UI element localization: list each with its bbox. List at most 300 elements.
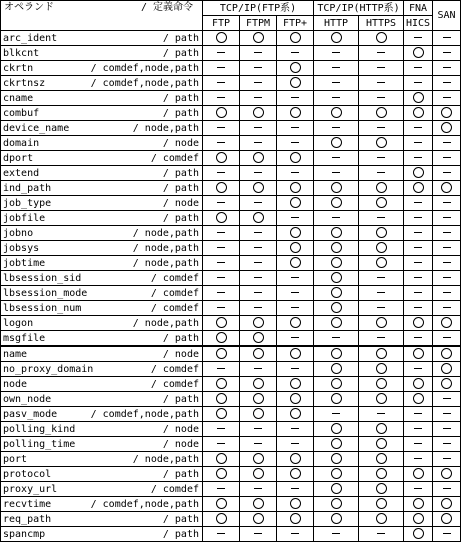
support-cell — [359, 226, 404, 241]
support-cell — [240, 166, 277, 181]
support-cell — [277, 241, 314, 256]
operand-name: combuf — [3, 107, 40, 119]
support-cell — [359, 241, 404, 256]
support-cell — [203, 46, 240, 61]
supported-circle-icon — [376, 483, 387, 494]
support-cell — [203, 512, 240, 527]
supported-circle-icon — [253, 348, 264, 359]
support-cell — [359, 76, 404, 91]
not-supported-dash-icon — [291, 307, 299, 308]
table-row — [1, 512, 461, 527]
supported-circle-icon — [253, 182, 264, 193]
not-supported-dash-icon — [332, 172, 340, 173]
not-supported-dash-icon — [254, 262, 262, 263]
operand-name: node — [3, 378, 28, 390]
supported-circle-icon — [441, 513, 452, 524]
supported-circle-icon — [413, 317, 424, 328]
not-supported-dash-icon — [443, 52, 451, 53]
supported-circle-icon — [216, 332, 227, 343]
definition-commands: / comdef,node,path — [90, 77, 199, 89]
not-supported-dash-icon — [217, 428, 225, 429]
table-row — [1, 181, 461, 196]
definition-commands: / path — [162, 528, 199, 540]
definition-commands: / node — [162, 438, 199, 450]
supported-circle-icon — [413, 47, 424, 58]
support-cell — [240, 497, 277, 512]
not-supported-dash-icon — [332, 157, 340, 158]
definition-commands: / path — [162, 32, 199, 44]
support-cell — [314, 166, 359, 181]
support-cell — [203, 331, 240, 347]
supported-circle-icon — [253, 332, 264, 343]
not-supported-dash-icon — [443, 82, 451, 83]
support-cell — [314, 422, 359, 437]
not-supported-dash-icon — [254, 232, 262, 233]
support-cell — [277, 377, 314, 392]
not-supported-dash-icon — [217, 172, 225, 173]
supported-circle-icon — [216, 378, 227, 389]
supported-circle-icon — [253, 32, 264, 43]
support-cell — [404, 226, 433, 241]
support-cell — [203, 76, 240, 91]
not-supported-dash-icon — [443, 277, 451, 278]
support-cell — [277, 437, 314, 452]
support-cell — [203, 527, 240, 542]
supported-circle-icon — [441, 348, 452, 359]
supported-circle-icon — [331, 107, 342, 118]
definition-commands: / path — [162, 513, 199, 525]
supported-circle-icon — [216, 513, 227, 524]
not-supported-dash-icon — [414, 247, 422, 248]
not-supported-dash-icon — [443, 142, 451, 143]
supported-circle-icon — [216, 152, 227, 163]
not-supported-dash-icon — [291, 428, 299, 429]
support-cell — [404, 181, 433, 196]
support-cell — [404, 497, 433, 512]
supported-circle-icon — [216, 107, 227, 118]
table-row — [1, 362, 461, 377]
not-supported-dash-icon — [414, 428, 422, 429]
supported-circle-icon — [376, 468, 387, 479]
not-supported-dash-icon — [443, 217, 451, 218]
support-cell — [277, 452, 314, 467]
support-cell — [359, 452, 404, 467]
support-cell — [277, 106, 314, 121]
support-cell — [433, 151, 461, 166]
support-cell — [203, 422, 240, 437]
support-cell — [240, 377, 277, 392]
support-cell — [240, 482, 277, 497]
support-cell — [240, 121, 277, 136]
support-cell — [277, 31, 314, 46]
support-cell — [203, 121, 240, 136]
not-supported-dash-icon — [443, 413, 451, 414]
supported-circle-icon — [290, 513, 301, 524]
not-supported-dash-icon — [414, 368, 422, 369]
not-supported-dash-icon — [332, 52, 340, 53]
support-cell — [433, 346, 461, 362]
not-supported-dash-icon — [217, 202, 225, 203]
support-cell — [359, 512, 404, 527]
not-supported-dash-icon — [443, 202, 451, 203]
operand-name: polling_time — [3, 438, 76, 450]
support-cell — [203, 392, 240, 407]
operand-name: lbsession_sid — [3, 272, 82, 284]
operand-cell — [1, 362, 203, 377]
not-supported-dash-icon — [217, 232, 225, 233]
supported-circle-icon — [376, 498, 387, 509]
operand-cell — [1, 301, 203, 316]
support-cell — [359, 181, 404, 196]
supported-circle-icon — [290, 453, 301, 464]
supported-circle-icon — [331, 287, 342, 298]
support-cell — [314, 316, 359, 331]
supported-circle-icon — [376, 363, 387, 374]
support-cell — [433, 301, 461, 316]
not-supported-dash-icon — [217, 277, 225, 278]
support-cell — [203, 467, 240, 482]
support-cell — [240, 362, 277, 377]
support-cell — [359, 151, 404, 166]
support-cell — [433, 256, 461, 271]
operand-name: ckrtnsz — [3, 77, 46, 89]
support-cell — [314, 331, 359, 347]
table-row — [1, 256, 461, 271]
table-row — [1, 467, 461, 482]
not-supported-dash-icon — [377, 533, 385, 534]
not-supported-dash-icon — [254, 428, 262, 429]
support-cell — [404, 527, 433, 542]
definition-commands: / node,path — [132, 122, 199, 134]
operand-cell — [1, 76, 203, 91]
supported-circle-icon — [331, 438, 342, 449]
table-row — [1, 407, 461, 422]
table-row — [1, 196, 461, 211]
operand-name: jobfile — [3, 212, 46, 224]
supported-circle-icon — [216, 453, 227, 464]
not-supported-dash-icon — [443, 247, 451, 248]
support-cell — [240, 346, 277, 362]
operand-cell — [1, 211, 203, 226]
operand-cell — [1, 407, 203, 422]
operand-cell — [1, 437, 203, 452]
not-supported-dash-icon — [377, 277, 385, 278]
table-row — [1, 76, 461, 91]
support-cell — [359, 46, 404, 61]
not-supported-dash-icon — [291, 337, 299, 338]
not-supported-dash-icon — [443, 157, 451, 158]
definition-commands: / path — [162, 92, 199, 104]
supported-circle-icon — [413, 167, 424, 178]
not-supported-dash-icon — [414, 217, 422, 218]
support-cell — [314, 211, 359, 226]
operand-name: name — [3, 348, 28, 360]
support-cell — [359, 61, 404, 76]
not-supported-dash-icon — [414, 277, 422, 278]
support-cell — [203, 301, 240, 316]
supported-circle-icon — [216, 317, 227, 328]
support-cell — [277, 166, 314, 181]
not-supported-dash-icon — [414, 443, 422, 444]
not-supported-dash-icon — [217, 262, 225, 263]
not-supported-dash-icon — [414, 458, 422, 459]
not-supported-dash-icon — [443, 398, 451, 399]
supported-circle-icon — [216, 182, 227, 193]
supported-circle-icon — [413, 92, 424, 103]
definition-commands: / node — [162, 348, 199, 360]
support-cell — [433, 226, 461, 241]
support-cell — [314, 106, 359, 121]
supported-circle-icon — [413, 107, 424, 118]
support-cell — [404, 241, 433, 256]
table-row — [1, 91, 461, 106]
header-group-3: SAN — [433, 1, 461, 31]
header-subcol-2: FTP+ — [277, 16, 314, 31]
supported-circle-icon — [376, 438, 387, 449]
supported-circle-icon — [376, 393, 387, 404]
not-supported-dash-icon — [377, 217, 385, 218]
support-cell — [240, 151, 277, 166]
supported-circle-icon — [290, 317, 301, 328]
support-cell — [433, 331, 461, 347]
support-cell — [240, 91, 277, 106]
not-supported-dash-icon — [217, 127, 225, 128]
support-cell — [404, 452, 433, 467]
operand-name: ckrtn — [3, 62, 34, 74]
support-cell — [433, 377, 461, 392]
supported-circle-icon — [331, 302, 342, 313]
support-cell — [203, 437, 240, 452]
support-cell — [314, 136, 359, 151]
table-row — [1, 377, 461, 392]
supported-circle-icon — [216, 32, 227, 43]
supported-circle-icon — [331, 378, 342, 389]
support-cell — [359, 31, 404, 46]
supported-circle-icon — [376, 513, 387, 524]
operand-cell — [1, 241, 203, 256]
support-cell — [433, 467, 461, 482]
header-operand-label: オペランド — [4, 2, 54, 13]
operand-name: spancmp — [3, 528, 46, 540]
not-supported-dash-icon — [377, 67, 385, 68]
supported-circle-icon — [253, 317, 264, 328]
supported-circle-icon — [376, 227, 387, 238]
support-cell — [277, 76, 314, 91]
table-row — [1, 482, 461, 497]
not-supported-dash-icon — [291, 292, 299, 293]
support-cell — [404, 437, 433, 452]
not-supported-dash-icon — [377, 292, 385, 293]
supported-circle-icon — [290, 107, 301, 118]
support-cell — [314, 271, 359, 286]
operand-cell — [1, 91, 203, 106]
supported-circle-icon — [253, 468, 264, 479]
supported-circle-icon — [290, 182, 301, 193]
not-supported-dash-icon — [332, 217, 340, 218]
not-supported-dash-icon — [414, 262, 422, 263]
supported-circle-icon — [331, 182, 342, 193]
not-supported-dash-icon — [254, 97, 262, 98]
header-subcol-5: HICS — [404, 16, 433, 31]
support-cell — [359, 482, 404, 497]
not-supported-dash-icon — [377, 82, 385, 83]
operand-name: pasv_mode — [3, 408, 58, 420]
not-supported-dash-icon — [217, 292, 225, 293]
support-cell — [203, 271, 240, 286]
support-cell — [240, 407, 277, 422]
support-cell — [404, 407, 433, 422]
support-cell — [314, 181, 359, 196]
not-supported-dash-icon — [217, 67, 225, 68]
support-cell — [404, 166, 433, 181]
supported-circle-icon — [441, 468, 452, 479]
operand-name: polling_kind — [3, 423, 76, 435]
operand-cell — [1, 226, 203, 241]
support-cell — [203, 106, 240, 121]
support-cell — [203, 31, 240, 46]
operand-cell — [1, 31, 203, 46]
not-supported-dash-icon — [443, 458, 451, 459]
support-cell — [240, 467, 277, 482]
support-cell — [404, 362, 433, 377]
support-cell — [359, 437, 404, 452]
operand-name: recvtime — [3, 498, 52, 510]
table-row — [1, 316, 461, 331]
operand-name: blkcnt — [3, 47, 40, 59]
not-supported-dash-icon — [291, 172, 299, 173]
definition-commands: / comdef — [150, 483, 199, 495]
support-cell — [404, 271, 433, 286]
supported-circle-icon — [441, 182, 452, 193]
table-row — [1, 392, 461, 407]
support-cell — [359, 422, 404, 437]
operand-cell — [1, 452, 203, 467]
support-cell — [404, 256, 433, 271]
support-cell — [433, 392, 461, 407]
not-supported-dash-icon — [254, 127, 262, 128]
table-row — [1, 271, 461, 286]
support-cell — [404, 377, 433, 392]
support-cell — [240, 196, 277, 211]
support-cell — [277, 181, 314, 196]
operand-cell — [1, 482, 203, 497]
definition-commands: / comdef — [150, 272, 199, 284]
supported-circle-icon — [376, 107, 387, 118]
support-cell — [240, 181, 277, 196]
operand-cell — [1, 256, 203, 271]
header-group-2: FNA — [404, 1, 433, 16]
support-cell — [404, 422, 433, 437]
not-supported-dash-icon — [291, 368, 299, 369]
definition-commands: / comdef,node,path — [90, 408, 199, 420]
not-supported-dash-icon — [377, 97, 385, 98]
not-supported-dash-icon — [291, 488, 299, 489]
support-cell — [433, 362, 461, 377]
support-cell — [433, 407, 461, 422]
support-cell — [240, 256, 277, 271]
definition-commands: / path — [162, 468, 199, 480]
support-cell — [277, 211, 314, 226]
support-cell — [277, 316, 314, 331]
supported-circle-icon — [290, 227, 301, 238]
supported-circle-icon — [376, 317, 387, 328]
not-supported-dash-icon — [443, 428, 451, 429]
not-supported-dash-icon — [254, 488, 262, 489]
support-cell — [404, 512, 433, 527]
support-cell — [359, 331, 404, 347]
support-cell — [359, 166, 404, 181]
supported-circle-icon — [413, 182, 424, 193]
support-cell — [277, 226, 314, 241]
supported-circle-icon — [253, 498, 264, 509]
not-supported-dash-icon — [254, 533, 262, 534]
support-cell — [404, 121, 433, 136]
supported-circle-icon — [253, 513, 264, 524]
supported-circle-icon — [376, 242, 387, 253]
supported-circle-icon — [441, 498, 452, 509]
support-cell — [314, 91, 359, 106]
operand-cell — [1, 106, 203, 121]
not-supported-dash-icon — [443, 292, 451, 293]
supported-circle-icon — [290, 393, 301, 404]
not-supported-dash-icon — [443, 172, 451, 173]
supported-circle-icon — [331, 423, 342, 434]
support-cell — [240, 226, 277, 241]
support-cell — [314, 286, 359, 301]
not-supported-dash-icon — [332, 337, 340, 338]
definition-commands: / node,path — [132, 257, 199, 269]
supported-circle-icon — [331, 32, 342, 43]
not-supported-dash-icon — [414, 82, 422, 83]
supported-circle-icon — [290, 77, 301, 88]
not-supported-dash-icon — [291, 52, 299, 53]
supported-circle-icon — [216, 468, 227, 479]
table-body — [1, 31, 461, 542]
operand-name: lbsession_num — [3, 302, 82, 314]
supported-circle-icon — [216, 212, 227, 223]
support-cell — [314, 301, 359, 316]
supported-circle-icon — [376, 32, 387, 43]
support-cell — [240, 106, 277, 121]
support-cell — [240, 286, 277, 301]
support-cell — [277, 527, 314, 542]
not-supported-dash-icon — [254, 202, 262, 203]
support-cell — [314, 377, 359, 392]
support-cell — [277, 196, 314, 211]
not-supported-dash-icon — [443, 337, 451, 338]
support-cell — [404, 46, 433, 61]
supported-circle-icon — [253, 152, 264, 163]
not-supported-dash-icon — [443, 307, 451, 308]
support-cell — [314, 151, 359, 166]
support-cell — [277, 256, 314, 271]
supported-circle-icon — [331, 317, 342, 328]
support-cell — [314, 407, 359, 422]
not-supported-dash-icon — [254, 443, 262, 444]
definition-commands: / comdef — [150, 302, 199, 314]
operand-name: dport — [3, 152, 34, 164]
operand-name: protocol — [3, 468, 52, 480]
definition-commands: / path — [162, 167, 199, 179]
support-cell — [203, 316, 240, 331]
definition-commands: / comdef — [150, 152, 199, 164]
support-cell — [203, 256, 240, 271]
support-cell — [433, 241, 461, 256]
operand-cell — [1, 151, 203, 166]
not-supported-dash-icon — [217, 533, 225, 534]
supported-circle-icon — [413, 348, 424, 359]
not-supported-dash-icon — [443, 533, 451, 534]
